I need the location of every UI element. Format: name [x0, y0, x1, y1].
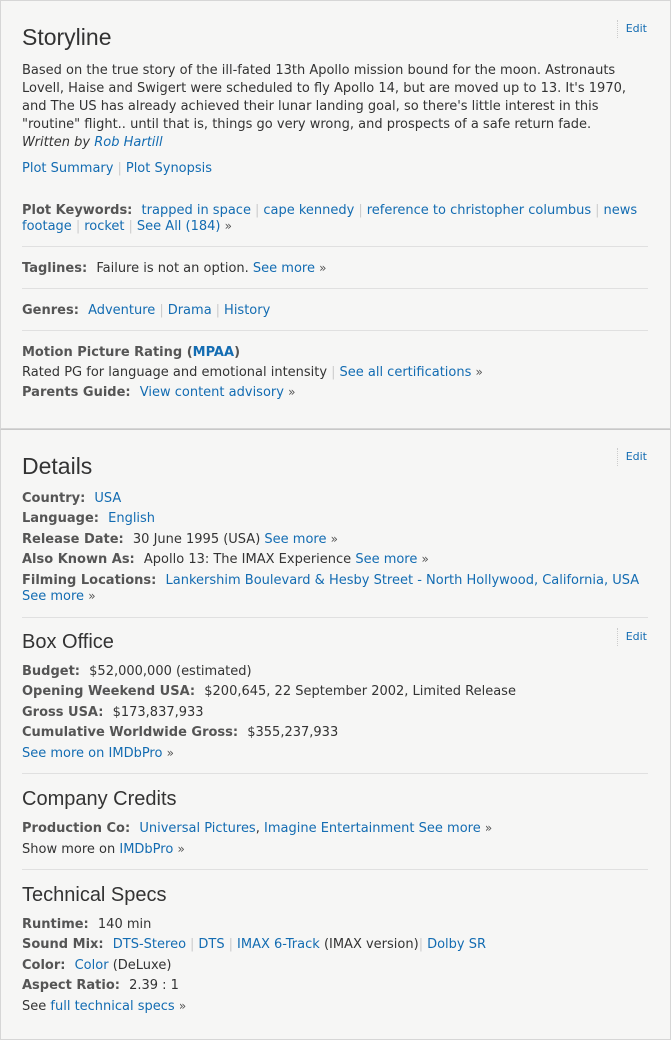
company-link[interactable]: Universal Pictures	[139, 821, 256, 836]
taglines-label: Taglines:	[22, 261, 88, 276]
gross-usa-value: $173,837,933	[112, 705, 204, 720]
worldwide-gross-label: Cumulative Worldwide Gross:	[22, 725, 239, 740]
release-date-row	[22, 532, 648, 547]
box-office-heading: Box Office	[22, 631, 114, 653]
keyword-link[interactable]: news	[603, 203, 638, 218]
raquo-icon: »	[166, 746, 174, 760]
filming-see-more-row	[22, 589, 648, 604]
see-more-imdbpro-link[interactable]: See more on IMDbPro	[22, 746, 163, 761]
opening-weekend-label: Opening Weekend USA:	[22, 684, 196, 699]
raquo-icon: »	[484, 821, 493, 835]
storyline-panel	[0, 0, 671, 429]
gross-usa-row	[22, 705, 648, 720]
sound-mix-link[interactable]: DTS-Stereo	[112, 937, 187, 952]
sound-mix-link[interactable]: DTS	[198, 937, 225, 952]
genre-link[interactable]: History	[224, 303, 271, 318]
plot-keywords-label: Plot Keywords:	[22, 203, 133, 218]
plot-synopsis-link[interactable]: Plot Synopsis	[125, 161, 213, 176]
details-edit-link[interactable]: Edit	[617, 448, 647, 466]
language-link[interactable]: English	[108, 511, 156, 526]
storyline-text	[22, 62, 630, 152]
rating-label: Motion Picture Rating (	[22, 345, 193, 360]
color-note: (DeLuxe)	[112, 958, 172, 973]
opening-weekend-value: $200,645, 22 September 2002, Limited Release	[204, 684, 516, 699]
filming-locations-label: Filming Locations:	[22, 573, 157, 588]
imdbpro-row	[22, 746, 648, 761]
keyword-link[interactable]: cape kennedy	[263, 203, 355, 218]
divider	[22, 869, 648, 870]
raquo-icon: »	[421, 552, 429, 566]
divider	[22, 288, 648, 289]
plot-summary-link[interactable]: Plot Summary	[22, 161, 114, 176]
plot-keywords-row-2: footage | rocket | See All (184) »	[22, 219, 232, 234]
parents-guide-label: Parents Guide:	[22, 385, 131, 400]
genre-link[interactable]: Drama	[167, 303, 212, 318]
show-more-imdbpro-row	[22, 842, 648, 857]
language-label: Language:	[22, 511, 99, 526]
raquo-icon: »	[178, 999, 187, 1013]
see-all-keywords-link[interactable]: See All (184)	[136, 219, 221, 234]
rating-close: )	[234, 345, 241, 360]
opening-weekend-row	[22, 684, 648, 699]
author-link[interactable]: Rob Hartill	[94, 135, 163, 150]
storyline-body: Based on the true story of the ill-fated 13th Apollo mission bound for the moon. Astronauts Lovell, Haise and Swigert were scheduled to fly Apollo 14, but are moved up to 13. It's 1970, and The US has already achieved their lunar landing goal, so there's little interest in this "routine" flight.. until that is, things go very wrong, and prospects of a safe return fade.	[22, 63, 626, 132]
worldwide-gross-row	[22, 725, 648, 740]
company-link[interactable]: Imagine Entertainment	[264, 821, 415, 836]
production-co-row	[22, 821, 648, 836]
divider	[22, 330, 648, 331]
aspect-ratio-value: 2.39 : 1	[129, 978, 179, 993]
company-see-more-link[interactable]: See more	[418, 821, 481, 836]
genres-row: Genres: Adventure | Drama | History	[22, 303, 271, 318]
box-office-edit-link[interactable]: Edit	[617, 628, 647, 646]
raquo-icon: »	[319, 261, 327, 275]
color-row	[22, 958, 648, 973]
aka-label: Also Known As:	[22, 552, 135, 567]
aka-see-more-link[interactable]: See more	[355, 552, 418, 567]
raquo-icon: »	[288, 385, 296, 399]
plot-links: Plot Summary | Plot Synopsis	[22, 161, 213, 176]
imax-note: (IMAX version)	[323, 937, 419, 952]
rating-row: Rated PG for language and emotional intensity | See all certifications »	[22, 365, 483, 380]
release-date-value: 30 June 1995 (USA)	[132, 532, 261, 547]
company-credits-heading: Company Credits	[22, 788, 177, 810]
filming-see-more-link[interactable]: See more	[22, 589, 85, 604]
rating-text: Rated PG for language and emotional intensity	[22, 365, 328, 380]
sound-mix-label: Sound Mix:	[22, 937, 104, 952]
taglines-row	[22, 261, 648, 276]
raquo-icon: »	[177, 842, 185, 856]
worldwide-gross-value: $355,237,933	[247, 725, 339, 740]
color-link[interactable]: Color	[74, 958, 109, 973]
storyline-edit-link[interactable]: Edit	[617, 20, 647, 38]
plot-keywords-row: Plot Keywords: trapped in space | cape kennedy | reference to christopher columbus | news	[22, 203, 638, 218]
full-technical-specs-link[interactable]: full technical specs	[50, 999, 175, 1014]
tagline-text: Failure is not an option.	[96, 261, 249, 276]
divider	[22, 617, 648, 618]
country-label: Country:	[22, 491, 86, 506]
aspect-ratio-row	[22, 978, 648, 993]
raquo-icon: »	[330, 532, 338, 546]
release-see-more-link[interactable]: See more	[264, 532, 327, 547]
country-link[interactable]: USA	[94, 491, 122, 506]
keyword-link[interactable]: trapped in space	[141, 203, 251, 218]
budget-row	[22, 664, 648, 679]
aka-value: Apollo 13: The IMAX Experience	[143, 552, 352, 567]
raquo-icon: »	[224, 219, 232, 233]
sound-mix-link[interactable]: Dolby SR	[427, 937, 487, 952]
filming-location-link[interactable]: Lankershim Boulevard & Hesby Street - North Hollywood, California, USA	[165, 573, 640, 588]
genre-link[interactable]: Adventure	[88, 303, 156, 318]
full-specs-row	[22, 999, 648, 1014]
see-all-certifications-link[interactable]: See all certifications	[339, 365, 472, 380]
taglines-see-more-link[interactable]: See more	[252, 261, 315, 276]
filming-locations-row	[22, 573, 648, 588]
runtime-row	[22, 917, 648, 932]
technical-specs-heading: Technical Specs	[22, 884, 167, 906]
keyword-link[interactable]: footage	[22, 219, 72, 234]
keyword-link[interactable]: rocket	[84, 219, 125, 234]
imdbpro-link[interactable]: IMDbPro	[119, 842, 174, 857]
genres-label: Genres:	[22, 303, 79, 318]
sound-mix-link[interactable]: IMAX 6-Track	[237, 937, 320, 952]
aka-row	[22, 552, 648, 567]
keyword-link[interactable]: reference to christopher columbus	[366, 203, 592, 218]
mpaa-link[interactable]: MPAA	[192, 345, 235, 360]
raquo-icon: »	[475, 365, 483, 379]
details-heading: Details	[22, 453, 93, 479]
written-by-label: Written by	[22, 135, 91, 150]
show-more-text: Show more on	[22, 842, 116, 857]
runtime-label: Runtime:	[22, 917, 89, 932]
language-row	[22, 511, 648, 526]
budget-value: $52,000,000 (estimated)	[89, 664, 252, 679]
comma: ,	[255, 821, 260, 836]
divider	[22, 246, 648, 247]
raquo-icon: »	[88, 589, 96, 603]
budget-label: Budget:	[22, 664, 81, 679]
divider	[22, 773, 648, 774]
production-co-label: Production Co:	[22, 821, 131, 836]
release-date-label: Release Date:	[22, 532, 124, 547]
aspect-ratio-label: Aspect Ratio:	[22, 978, 120, 993]
country-row	[22, 491, 648, 506]
gross-usa-label: Gross USA:	[22, 705, 104, 720]
color-label: Color:	[22, 958, 66, 973]
see-prefix: See	[22, 999, 47, 1014]
content-advisory-link[interactable]: View content advisory	[139, 385, 284, 400]
runtime-value: 140 min	[97, 917, 152, 932]
storyline-heading: Storyline	[22, 24, 112, 50]
parents-guide-row	[22, 385, 648, 400]
details-panel	[0, 429, 671, 1040]
rating-heading-row	[22, 345, 648, 360]
sound-mix-row: Sound Mix: DTS-Stereo | DTS | IMAX 6-Track (IMAX version)| Dolby SR	[22, 937, 487, 952]
